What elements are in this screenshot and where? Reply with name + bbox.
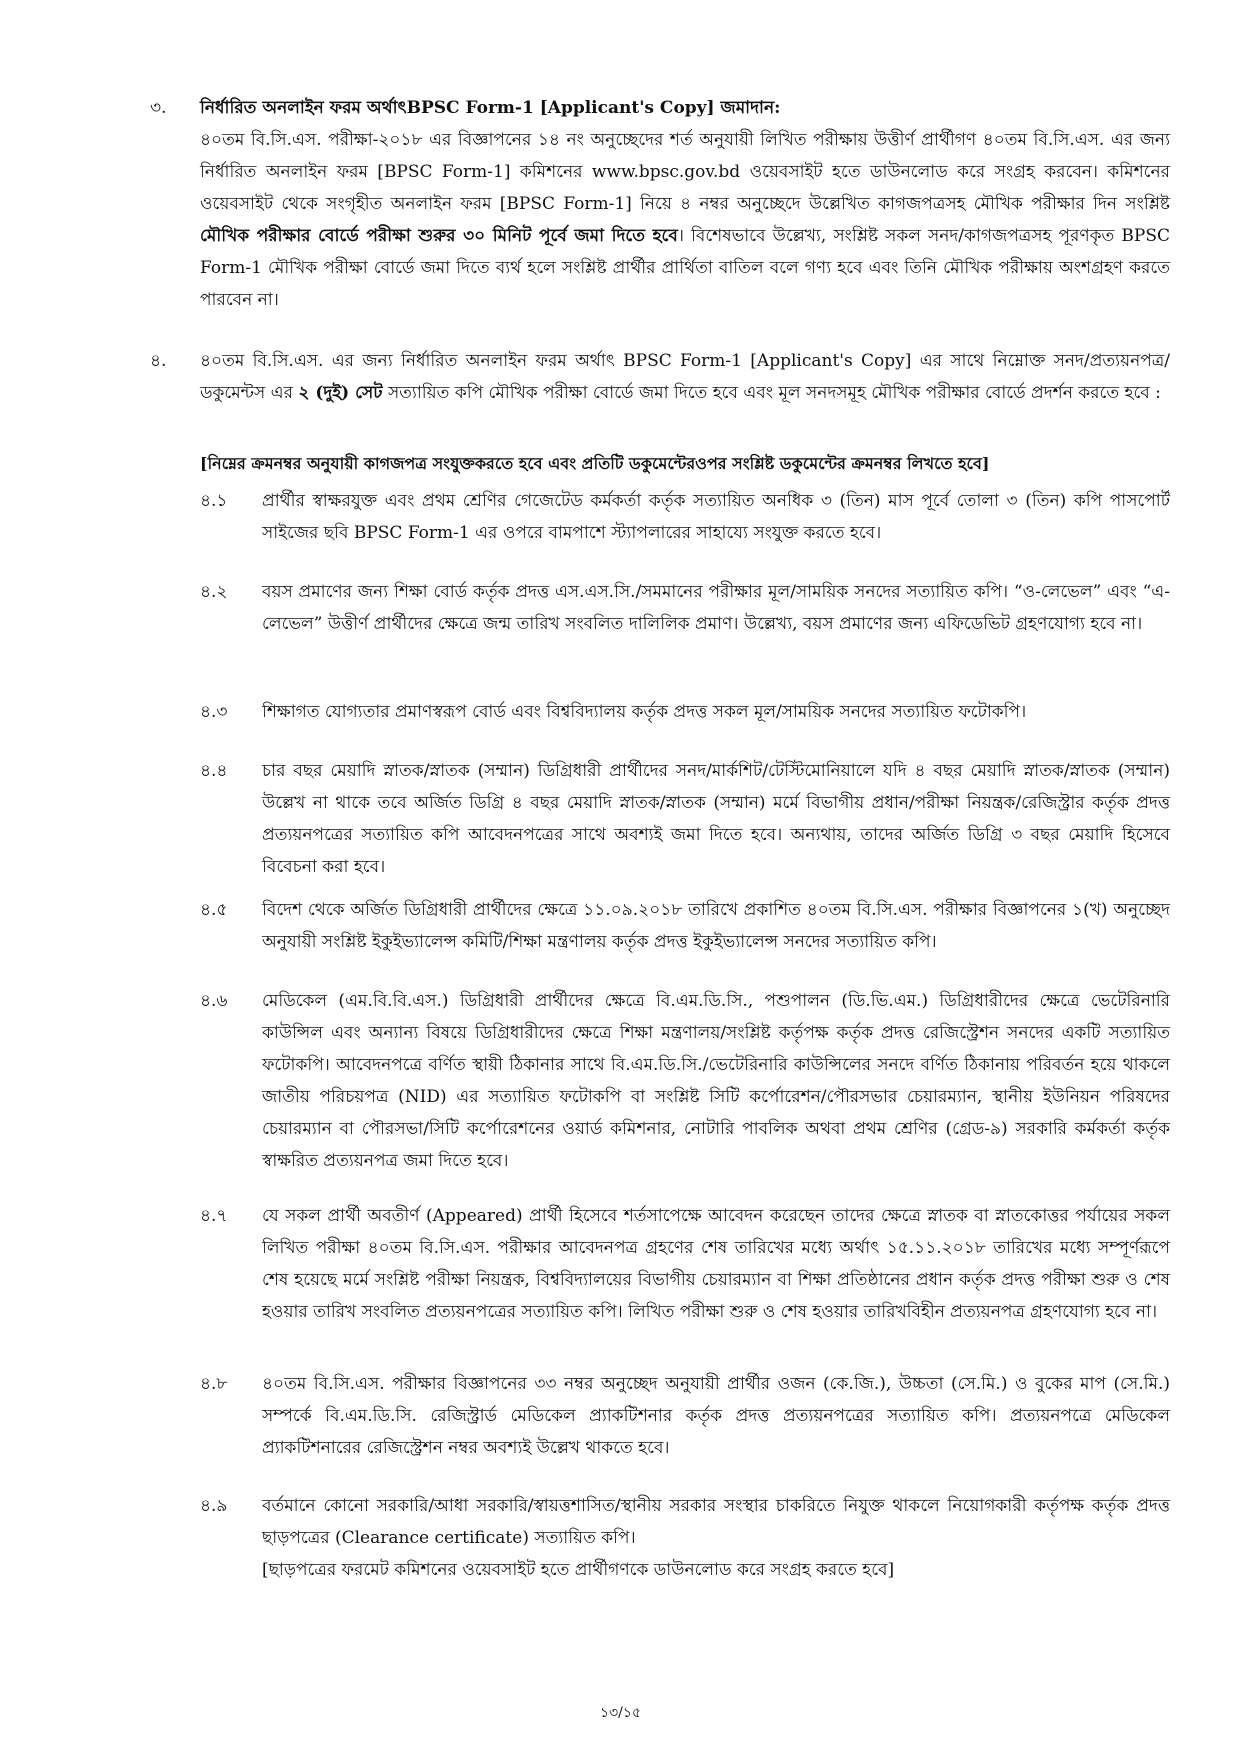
section-3 <box>200 92 1170 316</box>
section-4-intro <box>200 345 1170 409</box>
item-4-9-text: বর্তমানে কোনো সরকারি/আধা সরকারি/স্বায়ত্তশাসিত/স্থানীয় সরকার সংস্থার চাকরিতে নিযুক্ত থাকলে নিয়োগকারী কর্তৃপক্ষ কর্তৃক প্রদত্ত ছাড়পত্রের (Clearance certificate) সত্যায়িত কপি। <box>262 1496 1170 1548</box>
item-4-8-text: ৪০তম বি.সি.এস. পরীক্ষার বিজ্ঞাপনের ৩৩ নম্বর অনুচ্ছেদ অনুযায়ী প্রার্থীর ওজন (কে.জি.), উচ্চতা (সে.মি.) ও বুকের মাপ (সে.মি.) সম্পর্কে বি.এম.ডি.সি. রেজিস্ট্রার্ড মেডিকেল প্র্যাকটিশনার কর্তৃক প্রদত্ত প্রত্যয়নপত্রের সত্যায়িত কপি। প্রত্যয়নপত্রে মেডিকেল প্র্যাকটিশনারের রেজিস্ট্রেশন নম্বর অবশ্যই উল্লেখ থাকতে হবে। <box>262 1374 1170 1458</box>
section-3-body-text-a: ৪০তম বি.সি.এস. পরীক্ষা-২০১৮ এর বিজ্ঞাপনের ১৪ নং অনুচ্ছেদের শর্ত অনুযায়ী লিখিত পরীক্ষায় উত্তীর্ণ প্রার্থীগণ ৪০তম বি.সি.এস. এর জন্য নির্ধারিত অনলাইন ফরম [BPSC Form-1] কমিশনের www.bpsc.gov.bd ওয়েবসাইট হতে ডাউনলোড করে সংগ্রহ করবেন। কমিশনের ওয়েবসাইট থেকে সংগৃহীত অনলাইন ফরম [BPSC Form-1] নিয়ে ৪ নম্বর অনুচ্ছেদে উল্লেখিত কাগজপত্রসহ মৌখিক পরীক্ষার দিন সংশ্লিষ্ট <box>200 130 1170 214</box>
item-4-6-text: মেডিকেল (এম.বি.বি.এস.) ডিগ্রিধারী প্রার্থীদের ক্ষেত্রে বি.এম.ডি.সি., পশুপালন (ডি.ভি.এম.) ডিগ্রিধারীদের ক্ষেত্রে ভেটেরিনারি কাউন্সিল এবং অন্যান্য বিষয়ে ডিগ্রিধারীদের ক্ষেত্রে শিক্ষা মন্ত্রণালয়/সংশ্লিষ্ট কর্তৃপক্ষ কর্তৃক প্রদত্ত রেজিস্ট্রেশন সনদের একটি সত্যায়িত ফটোকপি। আবেদনপত্রে বর্ণিত স্থায়ী ঠিকানার সাথে বি.এম.ডি.সি./ভেটেরিনারি কাউন্সিলের সনদে বর্ণিত ঠিকানায় পরিবর্তন হয়ে থাকলে জাতীয় পরিচয়পত্র (NID) এর সত্যায়িত ফটোকপি বা সংশ্লিষ্ট সিটি কর্পোরেশন/পৌরসভার চেয়ারম্যান, স্থানীয় ইউনিয়ন পরিষদের চেয়ারম্যান বা পৌরসভা/সিটি কর্পোরেশনের ওয়ার্ড কমিশনার, নোটারি পাবলিক অথবা প্রথম শ্রেণির (গ্রেড-৯) সরকারি কর্মকর্তা কর্তৃক স্বাক্ষরিত প্রত্যয়নপত্র জমা দিতে হবে। <box>262 991 1170 1171</box>
section-4-number: ৪. <box>150 351 167 371</box>
item-4-5-text: বিদেশ থেকে অর্জিত ডিগ্রিধারী প্রার্থীদের ক্ষেত্রে ১১.০৯.২০১৮ তারিখে প্রকাশিত ৪০তম বি.সি.এস. পরীক্ষার বিজ্ঞাপনের ১(খ) অনুচ্ছেদ অনুযায়ী সংশ্লিষ্ট ইকুইভ্যালেন্স কমিটি/শিক্ষা মন্ত্রণালয় কর্তৃক প্রদত্ত ইকুইভ্যালেন্স সনদের সত্যায়িত কপি। <box>262 900 1170 952</box>
item-4-7-number: ৪.৭ <box>200 1206 228 1226</box>
item-4-1-number: ৪.১ <box>200 491 228 511</box>
item-4-3-text: শিক্ষাগত যোগ্যতার প্রমাণস্বরূপ বোর্ড এবং বিশ্ববিদ্যালয় কর্তৃক প্রদত্ত সকল মূল/সাময়িক সনদের সত্যায়িত ফটোকপি। <box>262 702 1027 722</box>
section-4-intro-text-a: ৪০তম বি.সি.এস. এর জন্য নির্ধারিত অনলাইন ফরম অর্থাৎ BPSC Form-1 [Applicant's Copy] এর সাথে নিম্নোক্ত সনদ/প্রত্যয়নপত্র/ ডকুমেন্টস এর <box>200 351 1170 403</box>
item-4-8-number: ৪.৮ <box>200 1374 228 1394</box>
item-4-5-number: ৪.৫ <box>200 900 228 920</box>
item-4-9-note: [ছাড়পত্রের ফরমেট কমিশনের ওয়েবসাইট হতে প্রার্থীগণকে ডাউনলোড করে সংগ্রহ করতে হবে] <box>262 1560 895 1580</box>
item-4-4-text: চার বছর মেয়াদি স্নাতক/স্নাতক (সম্মান) ডিগ্রিধারী প্রার্থীদের সনদ/মার্কশিট/টেস্টিমোনিয়ালে যদি ৪ বছর মেয়াদি স্নাতক/স্নাতক (সম্মান) উল্লেখ না থাকে তবে অর্জিত ডিগ্রি ৪ বছর মেয়াদি স্নাতক/স্নাতক (সম্মান) মর্মে বিভাগীয় প্রধান/পরীক্ষা নিয়ন্ত্রক/রেজিস্ট্রার কর্তৃক প্রদত্ত প্রত্যয়নপত্রের সত্যায়িত কপি আবেদনপত্রের সাথে অবশ্যই জমা দিতে হবে। অন্যথায়, তাদের অর্জিত ডিগ্রি ৩ বছর মেয়াদি হিসেবে বিবেচনা করা হবে। <box>262 761 1170 877</box>
item-4-9-block <box>262 1490 1170 1586</box>
item-4-9-number: ৪.৯ <box>200 1496 228 1516</box>
section-3-heading: নির্ধারিত অনলাইন ফরম অর্থাৎBPSC Form-1 [Applicant's Copy] জমাদান: <box>200 98 781 118</box>
item-4-7-text: যে সকল প্রার্থী অবতীর্ণ (Appeared) প্রার্থী হিসেবে শর্তসাপেক্ষে আবেদন করেছেন তাদের ক্ষেত্রে স্নাতক বা স্নাতকোত্তর পর্যায়ের সকল লিখিত পরীক্ষা ৪০তম বি.সি.এস. পরীক্ষার আবেদনপত্র গ্রহণের শেষ তারিখের মধ্যে অর্থাৎ ১৫.১১.২০১৮ তারিখের মধ্যে সম্পূর্ণরূপে শেষ হয়েছে মর্মে সংশ্লিষ্ট পরীক্ষা নিয়ন্ত্রক, বিশ্ববিদ্যালয়ের বিভাগীয় চেয়ারম্যান বা শিক্ষা প্রতিষ্ঠানের প্রধান কর্তৃক প্রদত্ত পরীক্ষা শুরু ও শেষ হওয়ার তারিখ সংবলিত প্রত্যয়নপত্রের সত্যায়িত কপি। লিখিত পরীক্ষা শুরু ও শেষ হওয়ার তারিখবিহীন প্রত্যয়নপত্র গ্রহণযোগ্য হবে না। <box>262 1206 1170 1322</box>
section-3-body <box>200 124 1170 316</box>
page-number: ১৩/১৫ <box>599 1705 642 1721</box>
section-3-number: ৩. <box>150 98 167 118</box>
section-4-instruction: [নিম্নের ক্রমনম্বর অনুযায়ী কাগজপত্র সংযুক্তকরতে হবে এবং প্রতিটি ডকুমেন্টেরওপর সংশ্লিষ্ট ডকুমেন্টের ক্রমনম্বর লিখতে হবে] <box>200 454 990 473</box>
section-4-intro-text-b: সত্যায়িত কপি মৌখিক পরীক্ষা বোর্ডে জমা দিতে হবে এবং মূল সনদসমূহ মৌখিক পরীক্ষার বোর্ডে প্রদর্শন করতে হবে : <box>387 383 1161 403</box>
section-4-intro-bold: ২ (দুই) সেট <box>298 383 383 403</box>
item-4-2-text: বয়স প্রমাণের জন্য শিক্ষা বোর্ড কর্তৃক প্রদত্ত এস.এস.সি./সমমানের পরীক্ষার মূল/সাময়িক সনদের সত্যায়িত কপি। “ও-লেভেল” এবং “এ-লেভেল” উত্তীর্ণ প্রার্থীদের ক্ষেত্রে জন্ম তারিখ সংবলিত দালিলিক প্রমাণ। উল্লেখ্য, বয়স প্রমাণের জন্য এফিডেভিট গ্রহণযোগ্য হবে না। <box>262 582 1170 634</box>
item-4-3-number: ৪.৩ <box>200 702 228 722</box>
item-4-6-number: ৪.৬ <box>200 991 228 1011</box>
item-4-2-number: ৪.২ <box>200 582 228 602</box>
item-4-1-text: প্রার্থীর স্বাক্ষরযুক্ত এবং প্রথম শ্রেণির গেজেটেড কর্মকর্তা কর্তৃক সত্যায়িত অনধিক ৩ (তিন) মাস পূর্বে তোলা ৩ (তিন) কপি পাসপোর্ট সাইজের ছবি BPSC Form-1 এর ওপরে বামপাশে স্ট্যাপলারের সাহায্যে সংযুক্ত করতে হবে। <box>262 491 1170 543</box>
section-3-body-bold: মৌখিক পরীক্ষার বোর্ডে পরীক্ষা শুরুর ৩০ মিনিট পূর্বে জমা দিতে হবে <box>200 226 678 246</box>
section-3-body-text-b: । বিশেষভাবে উল্লেখ্য, সংশ্লিষ্ট সকল সনদ/কাগজপত্রসহ পূরণকৃত BPSC Form-1 মৌখিক পরীক্ষা বোর্ডে জমা দিতে ব্যর্থ হলে সংশ্লিষ্ট প্রার্থীর প্রার্থিতা বাতিল বলে গণ্য হবে এবং তিনি মৌখিক পরীক্ষায় অংশগ্রহণ করতে পারবেন না। <box>200 226 1170 310</box>
item-4-4-number: ৪.৪ <box>200 761 228 781</box>
